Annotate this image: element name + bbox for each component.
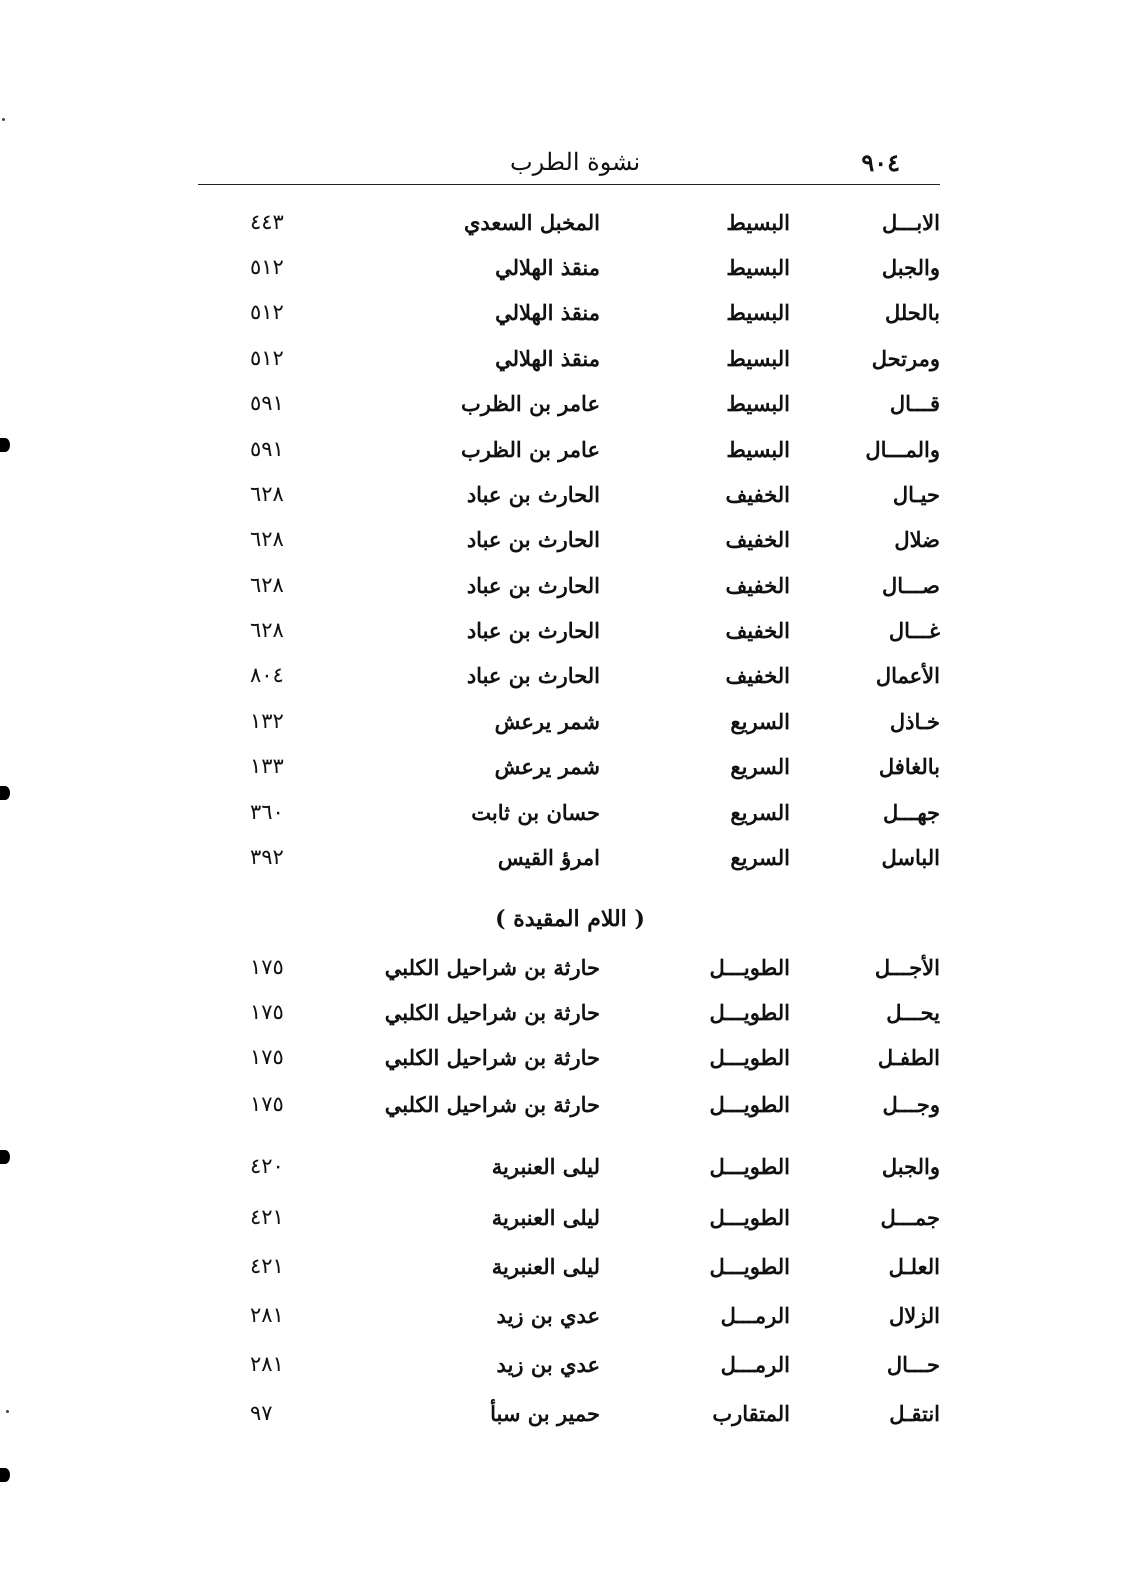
index-row	[190, 1401, 950, 1441]
index-row	[190, 1092, 950, 1132]
page-reference: ٣٩٢	[250, 845, 284, 869]
poet-name: ليلى العنبرية	[491, 1205, 600, 1230]
rhyme-word: والمـــال	[865, 437, 940, 462]
page-reference: ٦٢٨	[250, 573, 284, 597]
index-row	[190, 300, 950, 340]
poet-name: حارثة بن شراحيل الكلبي	[384, 1000, 600, 1025]
rhyme-word: ومرتحل	[871, 346, 940, 371]
poet-name: حارثة بن شراحيل الكلبي	[384, 1092, 600, 1117]
page-reference: ٤٢١	[250, 1205, 284, 1229]
index-row	[190, 800, 950, 840]
meter-name: البسيط	[726, 437, 790, 462]
rhyme-word: يحـــل	[886, 1000, 940, 1025]
meter-name: البسيط	[726, 300, 790, 325]
meter-name: الطويـــل	[709, 1092, 790, 1117]
page-reference: ٢٨١	[250, 1303, 284, 1327]
index-row	[190, 482, 950, 522]
poet-name: الحارث بن عباد	[466, 573, 600, 598]
meter-name: المتقارب	[712, 1401, 790, 1426]
page-header	[198, 138, 940, 185]
poet-name: المخبل السعدي	[463, 210, 600, 235]
rhyme-word: والجبل	[881, 255, 940, 280]
page-reference: ٥٩١	[250, 437, 284, 461]
meter-name: الطويـــل	[709, 1000, 790, 1025]
rhyme-word: الباسل	[881, 845, 940, 870]
index-row	[190, 346, 950, 386]
page-reference: ١٧٥	[250, 1092, 284, 1116]
poet-name: ليلى العنبرية	[491, 1254, 600, 1279]
rhyme-word: الأجـــل	[874, 955, 940, 980]
poet-name: عامر بن الظرب	[460, 437, 600, 462]
page-reference: ٦٢٨	[250, 482, 284, 506]
index-row	[190, 845, 950, 885]
index-row	[190, 573, 950, 613]
index-row	[190, 255, 950, 295]
poet-name: الحارث بن عباد	[466, 618, 600, 643]
index-row	[190, 1154, 950, 1194]
index-row	[190, 210, 950, 250]
rhyme-word: جمـــل	[880, 1205, 940, 1230]
meter-name: البسيط	[726, 255, 790, 280]
rhyme-word: العلـل	[888, 1254, 940, 1279]
rhyme-word: الزلال	[888, 1303, 940, 1328]
meter-name: الرمـــل	[720, 1303, 790, 1328]
page-reference: ٦٢٨	[250, 527, 284, 551]
meter-name: الخفيف	[725, 573, 790, 598]
rhyme-word: بالغافل	[878, 754, 940, 779]
page-reference: ٤٢٠	[250, 1154, 284, 1178]
page-reference: ٨٠٤	[250, 663, 284, 687]
poet-name: شمر يرعش	[494, 709, 600, 734]
index-row	[190, 663, 950, 703]
page-reference: ١٧٥	[250, 955, 284, 979]
page-reference: ٥٩١	[250, 391, 284, 415]
meter-name: السريع	[730, 845, 790, 870]
index-row	[190, 1303, 950, 1343]
poet-name: حارثة بن شراحيل الكلبي	[384, 955, 600, 980]
page-reference: ٥١٢	[250, 300, 284, 324]
margin-mark	[0, 1468, 10, 1482]
page-reference: ١٣٢	[250, 709, 284, 733]
index-row	[190, 527, 950, 567]
meter-name: الخفيف	[725, 482, 790, 507]
index-row	[190, 618, 950, 658]
meter-name: الطويـــل	[709, 1254, 790, 1279]
rhyme-word: قـــال	[889, 391, 940, 416]
meter-name: السريع	[730, 709, 790, 734]
section-heading: ( اللام المقيدة )	[495, 906, 645, 932]
rhyme-word: صـــال	[882, 573, 940, 598]
poet-name: عدي بن زيد	[496, 1352, 600, 1377]
index-row	[190, 437, 950, 477]
page-reference: ٤٤٣	[250, 210, 284, 234]
poet-name: الحارث بن عباد	[466, 482, 600, 507]
poet-name: منقذ الهلالي	[495, 255, 600, 280]
meter-name: الطويـــل	[709, 1045, 790, 1070]
index-row	[190, 1045, 950, 1085]
margin-mark	[0, 786, 10, 800]
poet-name: حسان بن ثابت	[471, 800, 600, 825]
meter-name: الطويـــل	[709, 1205, 790, 1230]
rhyme-word: الطفـل	[877, 1045, 940, 1070]
rhyme-word: حيـال	[892, 482, 940, 507]
meter-name: البسيط	[726, 391, 790, 416]
poet-name: منقذ الهلالي	[495, 300, 600, 325]
meter-name: الطويـــل	[709, 955, 790, 980]
margin-speck	[2, 118, 5, 121]
poet-name: الحارث بن عباد	[466, 527, 600, 552]
rhyme-word: حـــال	[886, 1352, 940, 1377]
poet-name: حمير بن سبأ	[490, 1401, 600, 1426]
meter-name: البسيط	[726, 210, 790, 235]
index-row	[190, 709, 950, 749]
page-reference: ١٣٣	[250, 754, 284, 778]
page-reference: ٤٢١	[250, 1254, 284, 1278]
poet-name: شمر يرعش	[494, 754, 600, 779]
meter-name: الخفيف	[725, 663, 790, 688]
margin-mark	[0, 1150, 10, 1164]
poet-name: منقذ الهلالي	[495, 346, 600, 371]
poet-name: عدي بن زيد	[496, 1303, 600, 1328]
rhyme-word: وجـــل	[882, 1092, 940, 1117]
meter-name: السريع	[730, 754, 790, 779]
index-row	[190, 391, 950, 431]
meter-name: البسيط	[726, 346, 790, 371]
margin-speck	[6, 1410, 9, 1413]
poet-name: الحارث بن عباد	[466, 663, 600, 688]
index-row	[190, 754, 950, 794]
page-reference: ٥١٢	[250, 255, 284, 279]
rhyme-word: بالحلل	[884, 300, 940, 325]
index-row	[190, 1254, 950, 1294]
meter-name: الرمـــل	[720, 1352, 790, 1377]
index-row	[190, 1205, 950, 1245]
meter-name: الخفيف	[725, 618, 790, 643]
rhyme-word: غـــال	[888, 618, 940, 643]
margin-mark	[0, 438, 10, 452]
index-row	[190, 1000, 950, 1040]
rhyme-word: الابـــل	[881, 210, 940, 235]
index-row	[190, 955, 950, 995]
meter-name: الطويـــل	[709, 1154, 790, 1179]
running-title: نشوة الطرب	[510, 148, 641, 176]
rhyme-word: جهـــل	[882, 800, 940, 825]
page-reference: ٩٧	[250, 1401, 273, 1425]
meter-name: السريع	[730, 800, 790, 825]
rhyme-word: والجبل	[881, 1154, 940, 1179]
meter-name: الخفيف	[725, 527, 790, 552]
rhyme-word: الأعمال	[875, 663, 940, 688]
page-reference: ٦٢٨	[250, 618, 284, 642]
poet-name: ليلى العنبرية	[491, 1154, 600, 1179]
index-row	[190, 1352, 950, 1392]
page-reference: ١٧٥	[250, 1045, 284, 1069]
page-reference: ٢٨١	[250, 1352, 284, 1376]
rhyme-word: خـاذل	[889, 709, 940, 734]
page-reference: ٥١٢	[250, 346, 284, 370]
rhyme-word: ضلال	[894, 527, 940, 552]
page-number: ٩٠٤	[861, 148, 900, 177]
page-reference: ٣٦٠	[250, 800, 284, 824]
rhyme-word: انتقـل	[889, 1401, 940, 1426]
page-reference: ١٧٥	[250, 1000, 284, 1024]
poet-name: عامر بن الظرب	[460, 391, 600, 416]
poet-name: حارثة بن شراحيل الكلبي	[384, 1045, 600, 1070]
poet-name: امرؤ القيس	[497, 845, 600, 870]
